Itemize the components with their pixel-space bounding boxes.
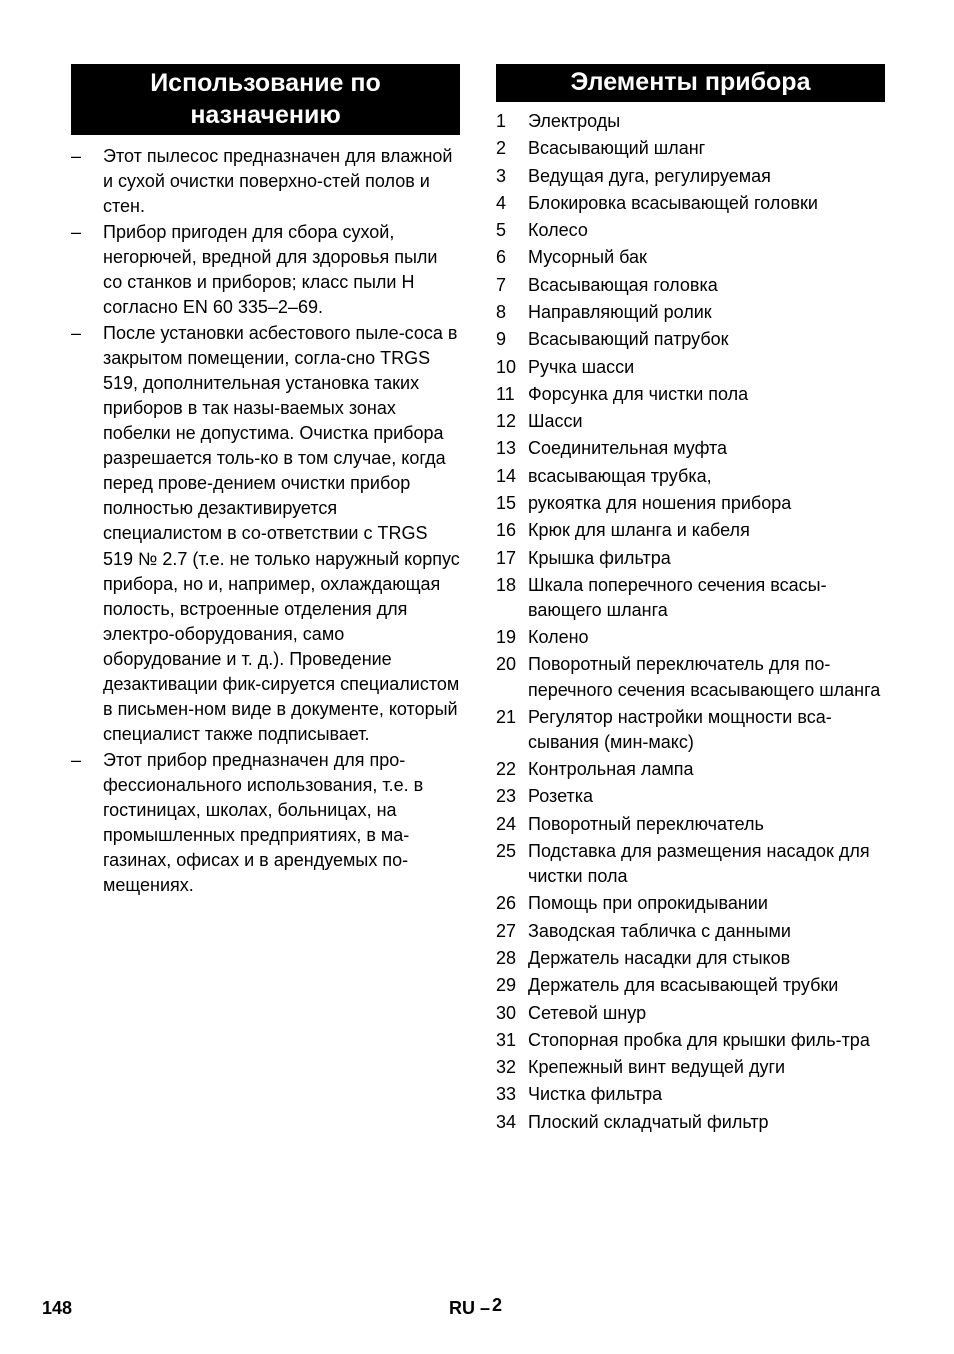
device-element-label: Крюк для шланга и кабеля bbox=[528, 520, 750, 541]
device-element-item bbox=[496, 327, 885, 352]
device-element-item bbox=[496, 518, 885, 543]
device-element-number: 13 bbox=[496, 438, 517, 459]
device-element-item bbox=[496, 218, 885, 243]
device-element-item bbox=[496, 1055, 885, 1080]
device-element-number: 1 bbox=[496, 111, 507, 131]
device-element-item bbox=[496, 973, 885, 998]
device-element-number: 19 bbox=[496, 627, 517, 648]
device-element-item bbox=[496, 136, 885, 161]
device-element-number: 24 bbox=[496, 813, 517, 834]
device-element-number: 15 bbox=[496, 492, 517, 513]
device-element-item bbox=[496, 1110, 885, 1135]
intended-use-heading-line1: Использование по bbox=[150, 69, 381, 97]
intended-use-text: Этот прибор предназначен для про-фессионального использования, т.е. в гостиницах, школах, больницах, на промышленных предприятиях, в ма-газинах, офисах и в арендуемых по-мещениях. bbox=[103, 749, 424, 896]
device-elements-list bbox=[496, 109, 885, 1135]
language-code: RU – bbox=[449, 1298, 491, 1318]
device-element-item bbox=[496, 919, 885, 944]
device-element-label: Регулятор настройки мощности вса-сывания (мин-макс) bbox=[528, 706, 832, 752]
device-element-number: 9 bbox=[496, 329, 507, 350]
device-element-number: 21 bbox=[496, 706, 517, 727]
language-section-label bbox=[449, 1295, 503, 1319]
device-element-item bbox=[496, 625, 885, 650]
device-element-number: 33 bbox=[496, 1084, 517, 1105]
device-element-item bbox=[496, 546, 885, 571]
device-element-number: 28 bbox=[496, 947, 517, 968]
device-element-number: 32 bbox=[496, 1057, 517, 1078]
device-element-number: 30 bbox=[496, 1002, 517, 1023]
device-element-label: Розетка bbox=[528, 786, 594, 807]
intended-use-section bbox=[71, 64, 460, 899]
device-element-number: 3 bbox=[496, 165, 507, 186]
device-element-item bbox=[496, 573, 885, 623]
device-element-item bbox=[496, 705, 885, 755]
intended-use-heading-line2: назначению bbox=[190, 101, 341, 129]
intended-use-list bbox=[71, 144, 460, 898]
intended-use-heading bbox=[71, 64, 460, 135]
device-element-number: 12 bbox=[496, 411, 517, 432]
device-element-number: 7 bbox=[496, 274, 507, 295]
device-element-label: Крышка фильтра bbox=[528, 547, 671, 568]
device-element-number: 27 bbox=[496, 920, 517, 941]
device-element-item bbox=[496, 300, 885, 325]
device-element-label: Держатель для всасывающей трубки bbox=[528, 975, 839, 996]
device-element-number: 29 bbox=[496, 975, 517, 996]
device-element-number: 14 bbox=[496, 465, 517, 486]
device-element-label: Соединительная муфта bbox=[528, 438, 728, 459]
device-element-label: Всасывающий шланг bbox=[528, 138, 706, 159]
device-element-number: 6 bbox=[496, 247, 507, 268]
device-element-item bbox=[496, 839, 885, 889]
device-element-item bbox=[496, 812, 885, 837]
device-element-item bbox=[496, 1028, 885, 1053]
device-element-item bbox=[496, 757, 885, 782]
device-element-number: 16 bbox=[496, 520, 517, 541]
device-element-item bbox=[496, 1082, 885, 1107]
intended-use-item bbox=[71, 321, 460, 748]
device-element-label: Помощь при опрокидывании bbox=[528, 893, 768, 914]
device-element-label: Шкала поперечного сечения всасы-вающего шланга bbox=[528, 574, 827, 620]
page-number: 148 bbox=[42, 1298, 73, 1318]
device-element-label: Ведущая дуга, регулируемая bbox=[528, 165, 771, 186]
device-element-number: 10 bbox=[496, 356, 517, 377]
device-element-number: 11 bbox=[496, 383, 515, 404]
device-element-label: Шасси bbox=[528, 411, 583, 432]
intended-use-text: Прибор пригоден для сбора сухой, негорючей, вредной для здоровья пыли со станков и приборов; класс пыли H согласно EN 60 335–2–69. bbox=[103, 221, 438, 318]
device-elements-heading: Элементы прибора bbox=[496, 64, 885, 102]
device-element-label: Поворотный переключатель для по-перечного сечения всасывающего шланга bbox=[528, 654, 881, 700]
device-element-label: Электроды bbox=[528, 111, 621, 131]
device-element-number: 5 bbox=[496, 220, 507, 241]
device-element-item bbox=[496, 273, 885, 298]
device-element-number: 8 bbox=[496, 301, 507, 322]
device-element-item bbox=[496, 652, 885, 702]
device-element-label: Всасывающий патрубок bbox=[528, 329, 729, 350]
intended-use-item bbox=[71, 748, 460, 899]
device-element-item bbox=[496, 946, 885, 971]
device-element-number: 18 bbox=[496, 574, 517, 595]
device-element-label: всасывающая трубка, bbox=[528, 465, 712, 486]
device-element-label: Чистка фильтра bbox=[528, 1084, 663, 1105]
device-element-number: 25 bbox=[496, 841, 517, 862]
section-page-number: 2 bbox=[492, 1295, 503, 1315]
device-element-item bbox=[496, 784, 885, 809]
device-element-label: Колено bbox=[528, 627, 589, 648]
device-element-item bbox=[496, 245, 885, 270]
intended-use-text: Этот пылесос предназначен для влажной и сухой очистки поверхно-стей полов и стен. bbox=[103, 146, 453, 217]
device-element-label: Сетевой шнур bbox=[528, 1002, 647, 1023]
device-element-label: рукоятка для ношения прибора bbox=[528, 492, 792, 513]
intended-use-text: После установки асбестового пыле-соса в закрытом помещении, согла-сно TRGS 519, дополнительная установка таких приборов в так назы-ваемых зонах побелки не допустима. Очистка прибора разрешается толь-ко в том случае, когда перед прове-дением очистки прибор полностью дезактивируется специалистом в со-ответствии с TRGS 519 № 2.7 (т.е. не только наружный корпус прибора, но и, например, охлаждающая полость, встроенные отделения для электро-оборудования, само оборудование и т. д.). Проведение дезактивации фик-сируется специалистом в письмен-ном виде в документе, который специалист также подписывает. bbox=[103, 322, 460, 745]
device-element-number: 23 bbox=[496, 786, 517, 807]
device-element-item bbox=[496, 164, 885, 189]
device-element-item bbox=[496, 382, 885, 407]
device-element-label: Форсунка для чистки пола bbox=[528, 383, 749, 404]
device-element-item bbox=[496, 491, 885, 516]
device-element-item bbox=[496, 1001, 885, 1026]
device-element-label: Направляющий ролик bbox=[528, 301, 712, 322]
bullet-dash: – bbox=[71, 146, 82, 166]
device-element-number: 22 bbox=[496, 759, 517, 780]
device-element-label: Подставка для размещения насадок для чистки пола bbox=[528, 841, 870, 887]
device-element-number: 2 bbox=[496, 138, 507, 159]
intended-use-item bbox=[71, 144, 460, 219]
bullet-dash: – bbox=[71, 749, 82, 770]
device-element-number: 26 bbox=[496, 893, 517, 914]
device-element-label: Стопорная пробка для крышки филь-тра bbox=[528, 1029, 870, 1050]
device-element-label: Контрольная лампа bbox=[528, 759, 694, 780]
device-element-number: 4 bbox=[496, 192, 507, 213]
device-element-label: Мусорный бак bbox=[528, 247, 647, 268]
device-element-label: Ручка шасси bbox=[528, 356, 635, 377]
device-element-item bbox=[496, 191, 885, 216]
device-element-item bbox=[496, 464, 885, 489]
device-element-item bbox=[496, 436, 885, 461]
device-element-label: Колесо bbox=[528, 220, 588, 241]
device-element-label: Всасывающая головка bbox=[528, 274, 718, 295]
device-element-item bbox=[496, 355, 885, 380]
bullet-dash: – bbox=[71, 322, 82, 343]
device-element-label: Крепежный винт ведущей дуги bbox=[528, 1057, 786, 1078]
device-element-label: Поворотный переключатель bbox=[528, 813, 764, 834]
device-element-item bbox=[496, 409, 885, 434]
device-element-label: Блокировка всасывающей головки bbox=[528, 192, 818, 213]
device-element-number: 17 bbox=[496, 547, 517, 568]
device-element-number: 20 bbox=[496, 654, 517, 675]
device-element-label: Плоский складчатый фильтр bbox=[528, 1111, 769, 1132]
intended-use-item bbox=[71, 220, 460, 320]
device-element-label: Держатель насадки для стыков bbox=[528, 947, 791, 968]
device-element-label: Заводская табличка с данными bbox=[528, 920, 791, 941]
device-element-number: 34 bbox=[496, 1111, 517, 1132]
device-element-number: 31 bbox=[496, 1029, 517, 1050]
device-element-item bbox=[496, 109, 885, 134]
device-element-item bbox=[496, 891, 885, 916]
device-elements-section bbox=[496, 64, 885, 1137]
bullet-dash: – bbox=[71, 221, 82, 242]
